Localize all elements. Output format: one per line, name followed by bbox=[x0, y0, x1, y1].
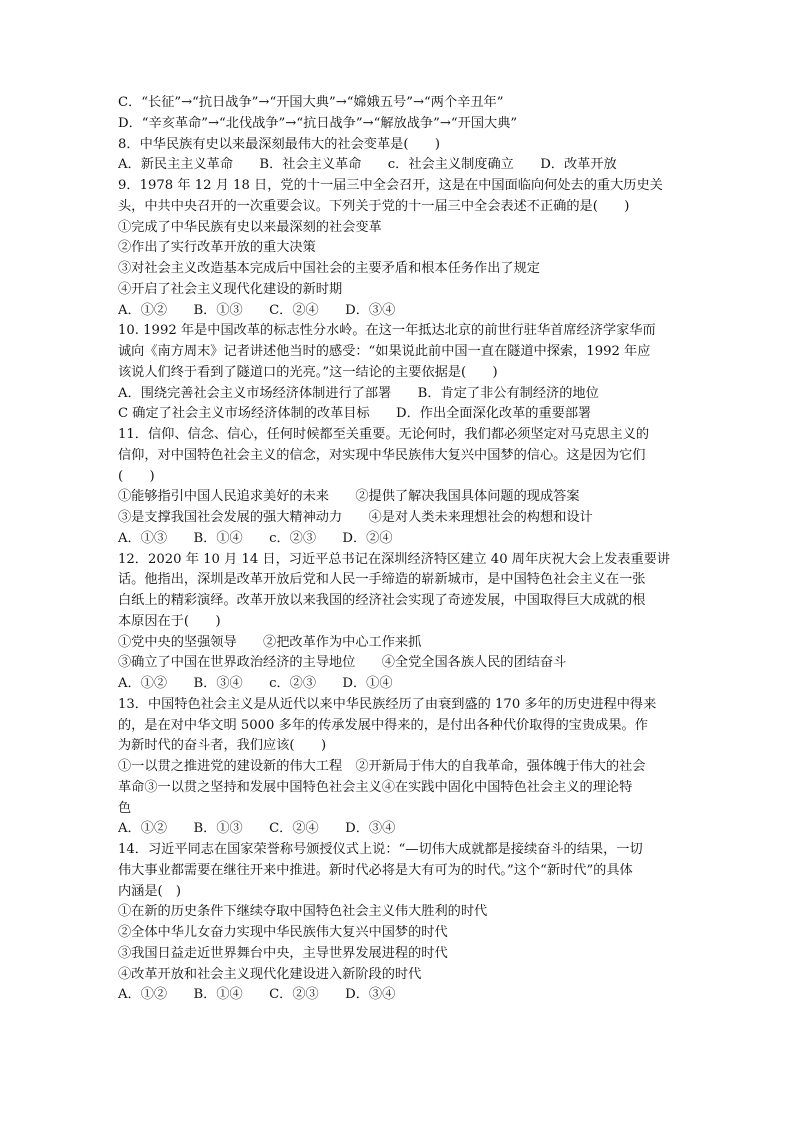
question-12-options: A．①② B．③④ c．②③ D．①④ bbox=[118, 676, 393, 691]
text-line: C．“长征”→“抗日战争”→“开国大典”→“嫦娥五号”→“两个辛丑年” bbox=[118, 95, 504, 110]
question-13-statement: 革命③一以贯之坚持和发展中国特色社会主义④在实践中固化中国特色社会主义的理论特 bbox=[118, 779, 633, 795]
question-13-statement: ①一以贯之推进党的建设新的伟大工程 ②开新局于伟大的自我革命，强体魄于伟大的社会 bbox=[118, 759, 646, 774]
question-13-statement: 色 bbox=[118, 800, 132, 816]
question-9-statement: ④开启了社会主义现代化建设的新时期 bbox=[118, 281, 343, 297]
question-14-statement: ①在新的历史条件下继续夺取中国特色社会主义伟大胜利的时代 bbox=[118, 904, 488, 920]
question-14-statement: ④改革开放和社会主义现代化建设进入新阶段的时代 bbox=[118, 966, 422, 982]
question-8-options: A．新民主主义革命 B．社会主义革命 c．社会主义制度确立 D．改革开放 bbox=[118, 157, 617, 173]
question-11-stem: ( ) bbox=[118, 468, 155, 484]
question-10-options: A．围绕完善社会主义市场经济体制进行了部署 B．肯定了非公有制经济的地位 bbox=[118, 385, 599, 401]
question-12-statement: ①党中央的坚强领导 ②把改革作为中心工作来抓 bbox=[118, 634, 422, 650]
question-11-stem: 信仰，对中国特色社会主义的信念，对实现中华民族伟大复兴中国梦的信心。这是因为它们 bbox=[118, 447, 646, 463]
question-9-options: A．①② B．①③ C．②④ D．③④ bbox=[118, 302, 396, 318]
question-11-options: A．①③ B．①④ c．②③ D．②④ bbox=[118, 530, 393, 546]
question-document bbox=[118, 93, 680, 1006]
question-9-stem: 9．1978 年 12 月 18 日，党的十一届三中全会召开，这是在中国面临向何处去的重大历史关 bbox=[118, 178, 663, 193]
question-10-options: C 确定了社会主义市场经济体制的改革目标 D．作出全面深化改革的重要部署 bbox=[118, 406, 592, 422]
question-13-stem: 13．中国特色社会主义是从近代以来中华民族经历了由衰到盛的 170 多年的历史进程中得来 bbox=[118, 696, 657, 712]
question-14-options: A．①② B．①④ C．②③ D．③④ bbox=[118, 987, 396, 1003]
text-line: D．“辛亥革命”→“北伐战争”→“抗日战争”→“解放战争”→“开国大典” bbox=[118, 115, 518, 131]
question-11-statement: ③是支撑我国社会发展的强大精神动力 ④是对人类未来理想社会的构想和设计 bbox=[118, 510, 593, 525]
question-8-stem: 8．中华民族有史以来最深刻最伟大的社会变革是( ) bbox=[118, 136, 440, 152]
question-10-stem: 10. 1992 年是中国改革的标志性分水岭。在这一年抵达北京的前世行驻华首席经济学家华而 bbox=[118, 323, 656, 339]
question-14-statement: ③我国日益走近世界舞台中央，主导世界发展进程的时代 bbox=[118, 945, 448, 961]
question-9-statement: ②作出了实行改革开放的重大决策 bbox=[118, 240, 316, 256]
question-14-stem: 14．习近平同志在国家荣誉称号颁授仪式上说：“—切伟大成就都是接续奋斗的结果，一切 bbox=[118, 842, 643, 857]
question-11-stem: 11．信仰、信念、信心，任何时候都至关重要。无论何时，我们都必须坚定对马克思主义的 bbox=[118, 427, 650, 442]
question-9-statement: ①完成了中华民族有史以来最深刻的社会变革 bbox=[118, 219, 382, 235]
question-12-stem: 白纸上的精彩演绎。改革开放以来我国的经济社会实现了奇迹发展，中国取得巨大成就的根 bbox=[118, 593, 646, 608]
question-12-statement: ③确立了中国在世界政治经济的主导地位 ④全党全国各族人民的团结奋斗 bbox=[118, 655, 567, 671]
question-10-stem: 诚向《南方周末》记者讲述他当时的感受：“如果说此前中国一直在隧道中探索，1992 年应 bbox=[118, 344, 651, 359]
question-10-stem: 该说人们终于看到了隧道口的光亮。”这一结论的主要依据是( ) bbox=[118, 364, 498, 380]
question-13-stem: 的，是在对中华文明 5000 多年的传承发展中得来的，是付出各种代价取得的宝贵成果。作 bbox=[118, 717, 648, 733]
question-14-stem: 内涵是( ) bbox=[118, 883, 182, 899]
question-14-stem: 伟大事业都需要在继往开来中推进。新时代必将是大有可为的时代。”这个“新时代”的具体 bbox=[118, 862, 633, 878]
question-12-stem: 12．2020 年 10 月 14 日，习近平总书记在深圳经济特区建立 40 周年庆祝大会上发表重要讲 bbox=[118, 551, 671, 567]
question-13-stem: 为新时代的奋斗者，我们应该( ) bbox=[118, 738, 327, 754]
question-13-options: A．①② B．①③ C．②④ D．③④ bbox=[118, 821, 396, 837]
question-14-statement: ②全体中华儿女奋力实现中华民族伟大复兴中国梦的时代 bbox=[118, 925, 448, 940]
question-12-stem: 本原因在于( ) bbox=[118, 613, 221, 629]
question-11-statement: ①能够指引中国人民追求美好的未来 ②提供了解决我国具体问题的现成答案 bbox=[118, 489, 580, 505]
question-9-stem: 头，中共中央召开的一次重要会议。下列关于党的十一届三中全会表述不正确的是( ) bbox=[118, 198, 630, 214]
question-12-stem: 话。他指出，深圳是改革开放后党和人民一手缔造的崭新城市，是中国特色社会主义在一张 bbox=[118, 572, 646, 588]
question-9-statement: ③对社会主义改造基本完成后中国社会的主要矛盾和根本任务作出了规定 bbox=[118, 261, 540, 276]
